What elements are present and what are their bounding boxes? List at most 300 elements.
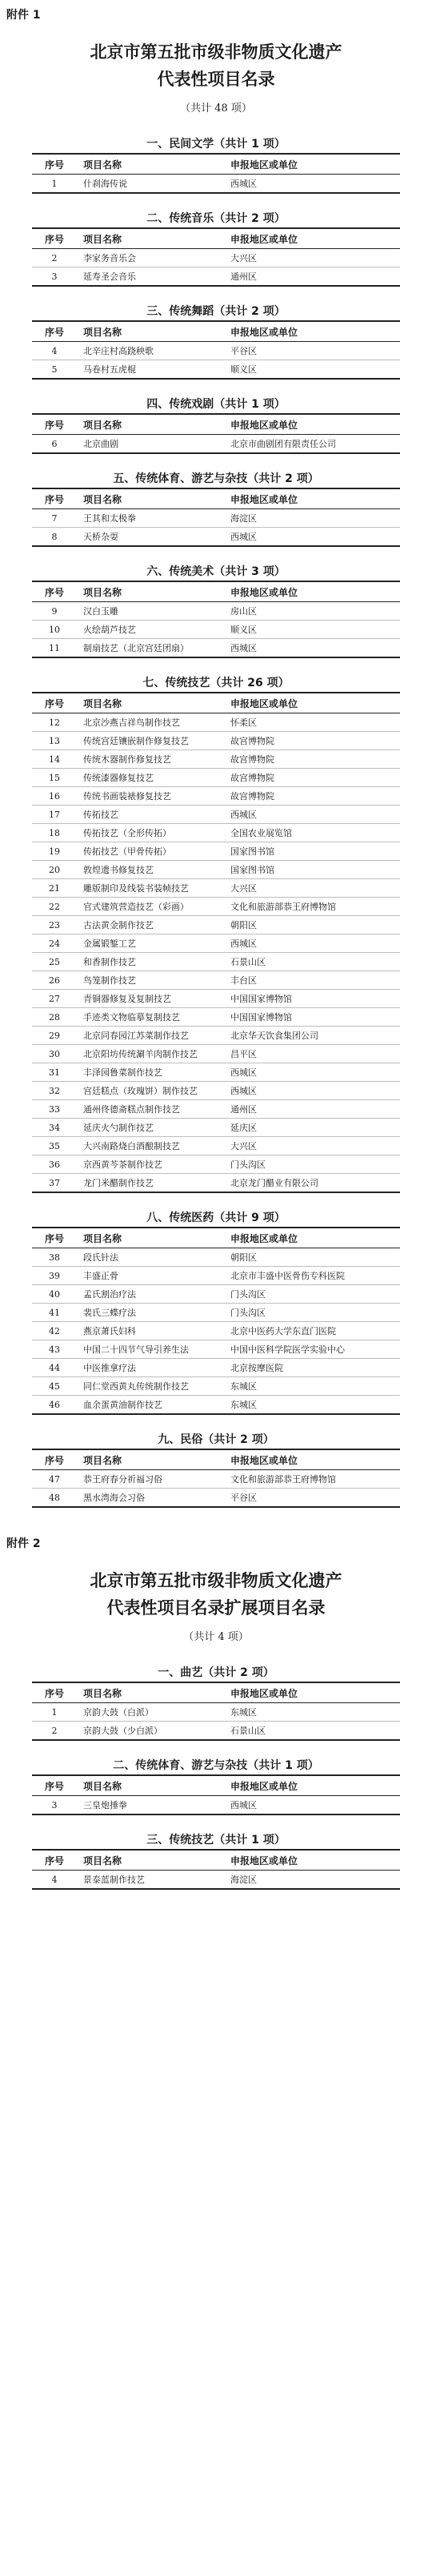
header-applicant: 申报地区或单位 [224,1850,400,1871]
category-section [32,210,400,287]
cell-applicant: 中国国家博物馆 [224,990,400,1008]
cell-item-name: 马卷村五虎棍 [77,360,224,380]
item-table [32,1449,400,1508]
cell-serial: 25 [32,953,77,971]
cell-applicant: 国家图书馆 [224,842,400,861]
cell-serial: 22 [32,898,77,916]
table-row [32,806,400,824]
header-serial: 序号 [32,488,77,509]
cell-item-name: 金属锻錾工艺 [77,934,224,953]
cell-applicant: 门头沟区 [224,1285,400,1304]
cell-serial: 3 [32,267,77,287]
table-row [32,861,400,879]
header-serial: 序号 [32,1775,77,1796]
category-heading: 一、民间文学（共计 1 项） [146,138,286,151]
cell-serial: 6 [51,438,58,449]
cell-serial: 13 [32,732,77,750]
cell-serial: 19 [32,842,77,861]
table-header-row [32,1449,400,1470]
cell-item-name: 传统漆器修复技艺 [77,769,224,787]
cell-applicant: 平谷区 [224,1489,400,1508]
cell-item-name: 京韵大鼓（少白派） [77,1722,224,1741]
cell-applicant: 故宫博物院 [224,750,400,769]
cell-serial: 32 [32,1082,77,1100]
cell-applicant: 东城区 [224,1396,400,1415]
table-row [32,509,400,528]
cell-serial: 28 [32,1008,77,1027]
header-applicant: 申报地区或单位 [224,1682,400,1703]
cell-item-name: 黑水湾海会习俗 [77,1489,224,1508]
category-section [32,1831,400,1890]
cell-item-name: 李家务音乐会 [83,253,136,263]
cell-item-name: 火绘葫芦技艺 [77,621,224,639]
cell-serial: 45 [32,1377,77,1396]
cell-item-name: 雕版制印及线装书装帧技艺 [77,879,224,898]
table-row [32,1489,400,1508]
cell-item-name: 三皇炮捶拳 [83,1800,127,1810]
cell-serial: 2 [51,252,58,263]
cell-serial: 30 [32,1045,77,1063]
header-item-name: 项目名称 [77,1775,224,1796]
item-table [32,227,400,287]
attachment-label: 附件 2 [6,1537,41,1550]
cell-serial: 12 [49,717,60,728]
table-header-row [32,414,400,435]
cell-item-name: 景泰蓝制作技艺 [83,1875,145,1885]
cell-item-name: 北京同春园江苏菜制作技艺 [77,1027,224,1045]
table-row [32,1703,400,1722]
header-applicant: 申报地区或单位 [224,414,400,435]
category-heading: 九、民俗（共计 2 项） [158,1433,274,1446]
category-heading: 一、曲艺（共计 2 项） [158,1666,274,1679]
header-serial: 序号 [32,1228,77,1248]
cell-serial: 33 [32,1100,77,1119]
table-row [32,732,400,750]
header-serial: 序号 [32,414,77,435]
header-applicant: 申报地区或单位 [224,581,400,602]
table-row [32,1119,400,1137]
cell-applicant: 海淀区 [230,1875,257,1885]
header-item-name: 项目名称 [77,1449,224,1470]
cell-item-name: 鸟笼制作技艺 [77,971,224,990]
table-row [32,435,400,454]
header-item-name: 项目名称 [77,488,224,509]
cell-serial: 10 [32,621,77,639]
cell-serial: 43 [32,1340,77,1359]
category-heading: 二、传统音乐（共计 2 项） [146,212,286,225]
cell-applicant: 文化和旅游部恭王府博物馆 [224,898,400,916]
cell-serial: 34 [32,1119,77,1137]
cell-item-name: 汉白玉雕 [83,606,118,617]
table-header-row [32,581,400,602]
cell-item-name: 王其和太极拳 [83,513,136,524]
header-applicant: 申报地区或单位 [224,1775,400,1796]
cell-serial: 9 [51,605,58,617]
table-row [32,249,400,267]
table-row [32,879,400,898]
table-header-row [32,1850,400,1871]
cell-item-name: 龙门米醋制作技艺 [77,1174,224,1193]
cell-serial: 14 [32,750,77,769]
cell-item-name: 北京沙燕吉祥鸟制作技艺 [83,717,180,728]
cell-item-name: 古法黄金制作技艺 [77,916,224,934]
cell-applicant: 西城区 [224,934,400,953]
table-header-row [32,488,400,509]
cell-applicant: 昌平区 [224,1045,400,1063]
cell-applicant: 西城区 [224,1063,400,1082]
table-row [32,1377,400,1396]
cell-applicant: 西城区 [224,1082,400,1100]
table-row [32,971,400,990]
table-row [32,898,400,916]
cell-item-name: 传拓技艺（甲骨传拓） [77,842,224,861]
table-row [32,1248,400,1267]
cell-applicant: 朝阳区 [230,1252,257,1263]
cell-applicant: 大兴区 [230,253,257,263]
cell-item-name: 制扇技艺（北京宫廷团扇） [77,639,224,658]
document-subtitle: （共计 4 项） [183,1631,249,1643]
category-heading: 二、传统体育、游艺与杂技（共计 1 项） [113,1759,319,1772]
table-row [32,621,400,639]
cell-item-name: 段氏针法 [83,1252,118,1263]
header-applicant: 申报地区或单位 [224,1228,400,1248]
cell-item-name: 中医推拿疗法 [77,1359,224,1377]
cell-item-name: 传拓技艺（全形传拓） [77,824,224,842]
cell-applicant: 通州区 [224,1100,400,1119]
item-table [32,581,400,658]
cell-serial: 42 [32,1322,77,1340]
header-serial: 序号 [32,1682,77,1703]
cell-applicant: 中国中医科学院医学实验中心 [224,1340,400,1359]
cell-serial: 38 [49,1252,60,1263]
header-serial: 序号 [32,1449,77,1470]
cell-applicant: 西城区 [224,528,400,547]
cell-applicant: 大兴区 [224,879,400,898]
cell-applicant: 顺义区 [224,621,400,639]
attachment-label: 附件 1 [6,9,41,22]
cell-item-name: 青铜器修复及复制技艺 [77,990,224,1008]
cell-serial: 41 [32,1304,77,1322]
table-header-row [32,693,400,713]
cell-applicant: 国家图书馆 [224,861,400,879]
document-title [32,38,400,93]
cell-serial: 48 [32,1489,77,1508]
header-item-name: 项目名称 [77,1850,224,1871]
cell-applicant: 全国农业展览馆 [224,824,400,842]
table-row [32,1470,400,1489]
cell-serial: 16 [32,787,77,806]
cell-item-name: 裴氏三蝶疗法 [77,1304,224,1322]
cell-serial: 47 [49,1473,60,1485]
cell-serial: 40 [32,1285,77,1304]
table-row [32,602,400,621]
table-row [32,1359,400,1377]
header-item-name: 项目名称 [77,321,224,342]
table-row [32,1063,400,1082]
header-item-name: 项目名称 [77,581,224,602]
cell-applicant: 延庆区 [224,1119,400,1137]
table-row [32,1322,400,1340]
item-table [32,1227,400,1415]
table-row [32,953,400,971]
header-applicant: 申报地区或单位 [224,228,400,249]
cell-item-name: 燕京萧氏妇科 [77,1322,224,1340]
header-applicant: 申报地区或单位 [224,1449,400,1470]
cell-applicant: 西城区 [224,806,400,824]
header-item-name: 项目名称 [77,693,224,713]
cell-applicant: 故宫博物院 [224,769,400,787]
header-serial: 序号 [32,581,77,602]
table-row [32,842,400,861]
cell-applicant: 北京市丰盛中医骨伤专科医院 [224,1267,400,1285]
table-row [32,916,400,934]
category-section [32,1431,400,1508]
cell-item-name: 通州佟德斋糕点制作技艺 [77,1100,224,1119]
cell-serial: 46 [32,1396,77,1415]
cell-serial: 35 [32,1137,77,1155]
cell-serial: 1 [51,178,58,189]
document-title [32,1567,400,1622]
cell-serial: 3 [51,1799,58,1810]
table-row [32,1340,400,1359]
cell-item-name: 丰盛正骨 [77,1267,224,1285]
table-row [32,713,400,732]
cell-item-name: 大兴南路烧白酒酿制技艺 [77,1137,224,1155]
table-row [32,360,400,380]
cell-item-name: 丰泽园鲁菜制作技艺 [77,1063,224,1082]
category-heading: 八、传统医药（共计 9 项） [146,1212,286,1224]
cell-applicant: 北京华天饮食集团公司 [224,1027,400,1045]
header-applicant: 申报地区或单位 [224,693,400,713]
cell-serial: 4 [51,345,58,356]
cell-item-name: 北京阳坊传统涮羊肉制作技艺 [77,1045,224,1063]
item-table [32,413,400,454]
cell-item-name: 京西黄芩茶制作技艺 [77,1155,224,1174]
cell-serial: 24 [32,934,77,953]
cell-item-name: 传拓技艺 [77,806,224,824]
item-table [32,488,400,547]
cell-applicant: 西城区 [230,179,257,189]
cell-serial: 37 [32,1174,77,1193]
cell-item-name: 北辛庄村高跷秧歌 [83,346,154,356]
cell-item-name: 延寿圣会音乐 [77,267,224,287]
cell-serial: 26 [32,971,77,990]
cell-serial: 29 [32,1027,77,1045]
cell-item-name: 孟氏割治疗法 [77,1285,224,1304]
cell-applicant: 石景山区 [224,953,400,971]
cell-applicant: 门头沟区 [224,1155,400,1174]
table-row [32,1045,400,1063]
category-heading: 三、传统舞蹈（共计 2 项） [146,305,286,318]
table-row [32,175,400,194]
cell-serial: 7 [51,512,58,524]
cell-item-name: 传统书画装裱修复技艺 [77,787,224,806]
cell-serial: 36 [32,1155,77,1174]
cell-serial: 17 [32,806,77,824]
table-row [32,1100,400,1119]
category-section [32,563,400,658]
header-serial: 序号 [32,321,77,342]
table-row [32,1304,400,1322]
category-heading: 六、传统美术（共计 3 项） [146,565,286,578]
category-heading: 四、传统戏剧（共计 1 项） [146,398,286,411]
cell-item-name: 血余蛋黄油制作技艺 [77,1396,224,1415]
category-heading: 五、传统体育、游艺与杂技（共计 2 项） [113,472,319,485]
table-row [32,1796,400,1815]
cell-item-name: 和香制作技艺 [77,953,224,971]
item-table [32,692,400,1193]
table-row [32,750,400,769]
item-table [32,1682,400,1741]
cell-applicant: 平谷区 [230,346,257,356]
item-table [32,320,400,380]
cell-applicant: 房山区 [230,606,257,617]
table-header-row [32,154,400,175]
header-item-name: 项目名称 [77,414,224,435]
cell-applicant: 西城区 [224,639,400,658]
category-section [32,1209,400,1415]
table-row [32,1396,400,1415]
cell-serial: 18 [32,824,77,842]
header-item-name: 项目名称 [77,1228,224,1248]
item-table [32,153,400,194]
cell-applicant: 怀柔区 [230,717,257,728]
table-row [32,639,400,658]
cell-applicant: 中国国家博物馆 [224,1008,400,1027]
header-applicant: 申报地区或单位 [224,154,400,175]
cell-serial: 1 [51,1706,58,1718]
cell-item-name: 同仁堂西黄丸传统制作技艺 [77,1377,224,1396]
document-title-line: 北京市第五批市级非物质文化遗产 [90,1570,342,1590]
cell-applicant: 文化和旅游部恭王府博物馆 [230,1474,336,1485]
header-item-name: 项目名称 [77,154,224,175]
header-serial: 序号 [32,228,77,249]
table-row [32,990,400,1008]
cell-item-name: 恭王府春分祈福习俗 [83,1474,162,1485]
table-header-row [32,1228,400,1248]
category-section [32,396,400,454]
cell-applicant: 顺义区 [224,360,400,380]
table-row [32,267,400,287]
document-title-line: 代表性项目名录 [157,69,275,89]
cell-serial: 44 [32,1359,77,1377]
cell-applicant: 通州区 [224,267,400,287]
cell-applicant: 故宫博物院 [224,732,400,750]
cell-applicant: 海淀区 [230,513,257,524]
category-section [32,1664,400,1741]
category-heading: 三、传统技艺（共计 1 项） [146,1834,286,1847]
table-row [32,769,400,787]
category-heading: 七、传统技艺（共计 26 项） [142,677,290,689]
category-section [32,135,400,194]
table-row [32,1082,400,1100]
cell-serial: 15 [32,769,77,787]
cell-applicant: 北京市曲剧团有限责任公司 [230,439,336,449]
cell-serial: 5 [32,360,77,380]
cell-applicant: 大兴区 [224,1137,400,1155]
cell-applicant: 故宫博物院 [224,787,400,806]
cell-item-name: 什刹海传说 [83,179,127,189]
cell-serial: 23 [32,916,77,934]
cell-applicant: 北京按摩医院 [224,1359,400,1377]
cell-applicant: 北京龙门醋业有限公司 [224,1174,400,1193]
cell-applicant: 西城区 [230,1800,257,1810]
cell-item-name: 敦煌遗书修复技艺 [77,861,224,879]
cell-serial: 21 [32,879,77,898]
header-serial: 序号 [32,1850,77,1871]
table-row [32,1155,400,1174]
table-row [32,1008,400,1027]
cell-item-name: 传统木器制作修复技艺 [77,750,224,769]
cell-serial: 20 [32,861,77,879]
table-row [32,1722,400,1741]
category-section [32,674,400,1193]
header-item-name: 项目名称 [77,1682,224,1703]
item-table [32,1849,400,1890]
cell-applicant: 东城区 [224,1377,400,1396]
document-subtitle: （共计 48 项） [180,102,252,115]
cell-applicant: 朝阳区 [224,916,400,934]
cell-item-name: 天桥杂耍 [77,528,224,547]
document-title-line: 北京市第五批市级非物质文化遗产 [90,42,342,62]
table-header-row [32,1775,400,1796]
cell-serial: 4 [51,1874,58,1885]
cell-serial: 11 [32,639,77,658]
table-row [32,1027,400,1045]
table-row [32,787,400,806]
cell-item-name: 中国二十四节气导引养生法 [77,1340,224,1359]
category-section [32,1757,400,1815]
table-header-row [32,228,400,249]
table-row [32,528,400,547]
table-row [32,824,400,842]
table-row [32,342,400,360]
cell-item-name: 宫廷糕点（玫瑰饼）制作技艺 [77,1082,224,1100]
cell-item-name: 京韵大鼓（白派） [83,1707,154,1718]
cell-serial: 2 [32,1722,77,1741]
header-applicant: 申报地区或单位 [224,488,400,509]
table-header-row [32,1682,400,1703]
cell-applicant: 门头沟区 [224,1304,400,1322]
cell-item-name: 手迹类文物临摹复制技艺 [77,1008,224,1027]
header-serial: 序号 [32,154,77,175]
table-row [32,1285,400,1304]
cell-serial: 8 [32,528,77,547]
cell-applicant: 丰台区 [224,971,400,990]
table-row [32,1137,400,1155]
table-row [32,1174,400,1193]
cell-applicant: 石景山区 [224,1722,400,1741]
cell-serial: 39 [32,1267,77,1285]
header-serial: 序号 [32,693,77,713]
cell-item-name: 延庆火勺制作技艺 [77,1119,224,1137]
table-row [32,1871,400,1890]
cell-item-name: 北京曲剧 [83,439,118,449]
document-title-line: 代表性项目名录扩展项目名录 [106,1597,326,1618]
table-header-row [32,321,400,342]
category-section [32,470,400,547]
item-table [32,1774,400,1815]
cell-applicant: 东城区 [230,1707,257,1718]
category-section [32,303,400,380]
cell-applicant: 北京中医药大学东直门医院 [224,1322,400,1340]
table-row [32,1267,400,1285]
header-item-name: 项目名称 [77,228,224,249]
cell-item-name: 传统宫廷镶嵌制作修复技艺 [77,732,224,750]
header-applicant: 申报地区或单位 [224,321,400,342]
cell-serial: 31 [32,1063,77,1082]
cell-item-name: 官式建筑营造技艺（彩画） [77,898,224,916]
